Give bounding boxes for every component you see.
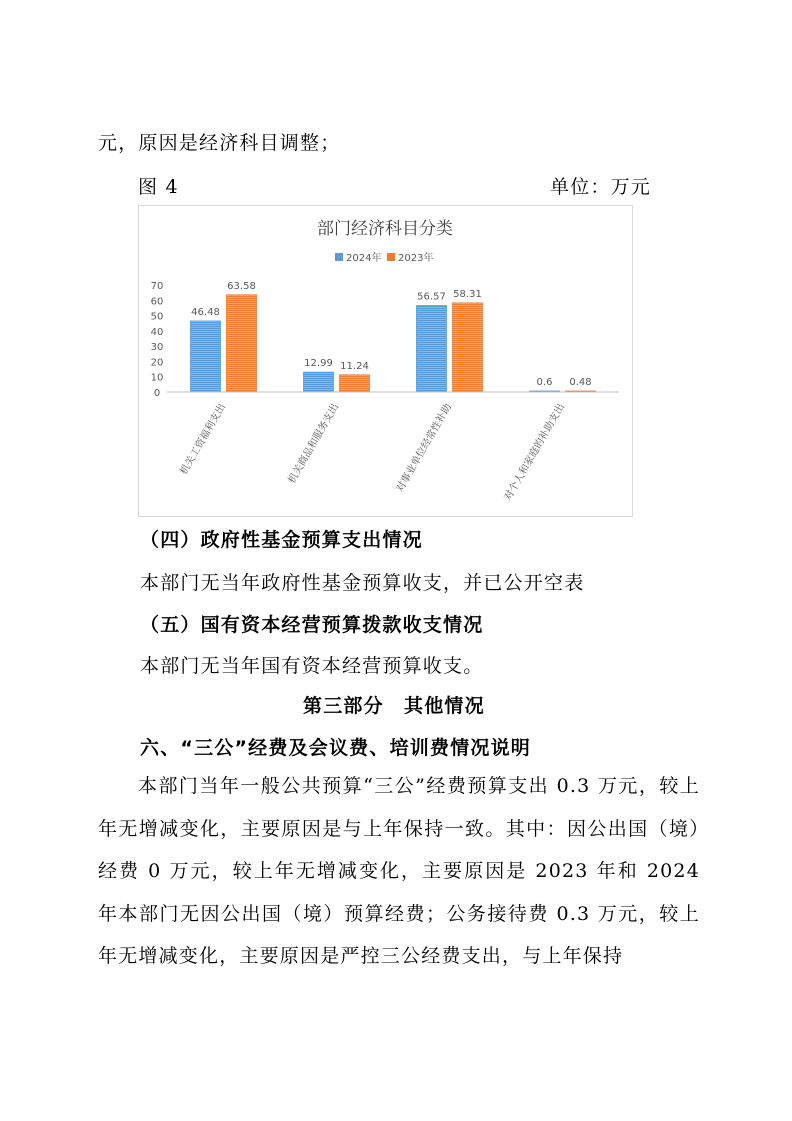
legend-label: 2024年: [346, 253, 382, 264]
bar: [340, 375, 370, 392]
bar: [191, 321, 221, 392]
section-4-heading: （四）政府性基金预算支出情况: [140, 529, 423, 551]
data-label: 0.48: [569, 377, 592, 388]
section-6-heading: 六、“三公”经费及会议费、培训费情况说明: [140, 737, 531, 759]
x-category-label: 对个人和家庭的补助支出: [502, 402, 568, 503]
top-line-text: 元，原因是经济科目调整；: [98, 132, 341, 154]
data-label: 0.6: [536, 377, 553, 388]
x-category-label: 机关工资福利支出: [178, 402, 229, 477]
y-tick-label: 70: [150, 281, 164, 292]
data-label: 12.99: [304, 358, 333, 370]
y-tick-label: 0: [153, 388, 161, 399]
y-tick-label: 20: [150, 357, 164, 369]
y-tick-label: 10: [150, 372, 164, 384]
data-label: 58.31: [453, 288, 482, 300]
x-axis: [167, 392, 619, 503]
y-tick-label: 50: [150, 311, 164, 323]
y-tick-label: 30: [150, 342, 164, 354]
y-tick-label: 40: [150, 326, 164, 338]
part-3-heading: 第三部分 其他情况: [303, 695, 485, 717]
section-5-heading: （五）国有资本经营预算拨款收支情况: [140, 614, 484, 636]
y-axis: [151, 281, 164, 399]
legend-label: 2023年: [398, 253, 434, 264]
chart-legend: [335, 251, 433, 264]
data-label: 63.58: [227, 280, 256, 292]
legend-swatch: [387, 253, 395, 261]
chart-bars: [191, 281, 596, 392]
y-tick-label: 60: [150, 296, 164, 308]
data-label: 11.24: [340, 360, 369, 372]
bar-chart: [138, 205, 633, 517]
chart-title: 部门经济科目分类: [317, 219, 453, 239]
chart-canvas: [139, 206, 632, 516]
section-6-paragraph: 本部门当年一般公共预算“三公”经费预算支出 0.3 万元，较上年无增减变化，主要原因是与上年保持一致。其中：因公出国（境）经费 0 万元，较上年无增减变化，主要原因是 2023 年和 2024 年本部门无因公出国（境）预算经费；公务接待费 0.3 万元，较上年无增减变化，主要原因是严控三公经费支出，与上年保持: [98, 775, 700, 967]
bar: [453, 303, 483, 392]
x-category-label: 对事业单位经常性补助: [394, 402, 455, 495]
bar: [304, 372, 334, 392]
unit-label: 单位：万元: [550, 176, 652, 198]
data-label: 46.48: [191, 306, 220, 318]
data-label: 56.57: [417, 291, 446, 303]
section-4-text: 本部门无当年政府性基金预算收支，并已公开空表: [140, 572, 585, 594]
bar: [227, 295, 257, 392]
legend-swatch: [335, 253, 343, 261]
x-category-label: 机关商品和服务支出: [286, 402, 342, 486]
bar: [417, 306, 447, 392]
figure-label: 图 4: [138, 176, 179, 198]
section-5-text: 本部门无当年国有资本经营预算收支。: [140, 655, 484, 677]
